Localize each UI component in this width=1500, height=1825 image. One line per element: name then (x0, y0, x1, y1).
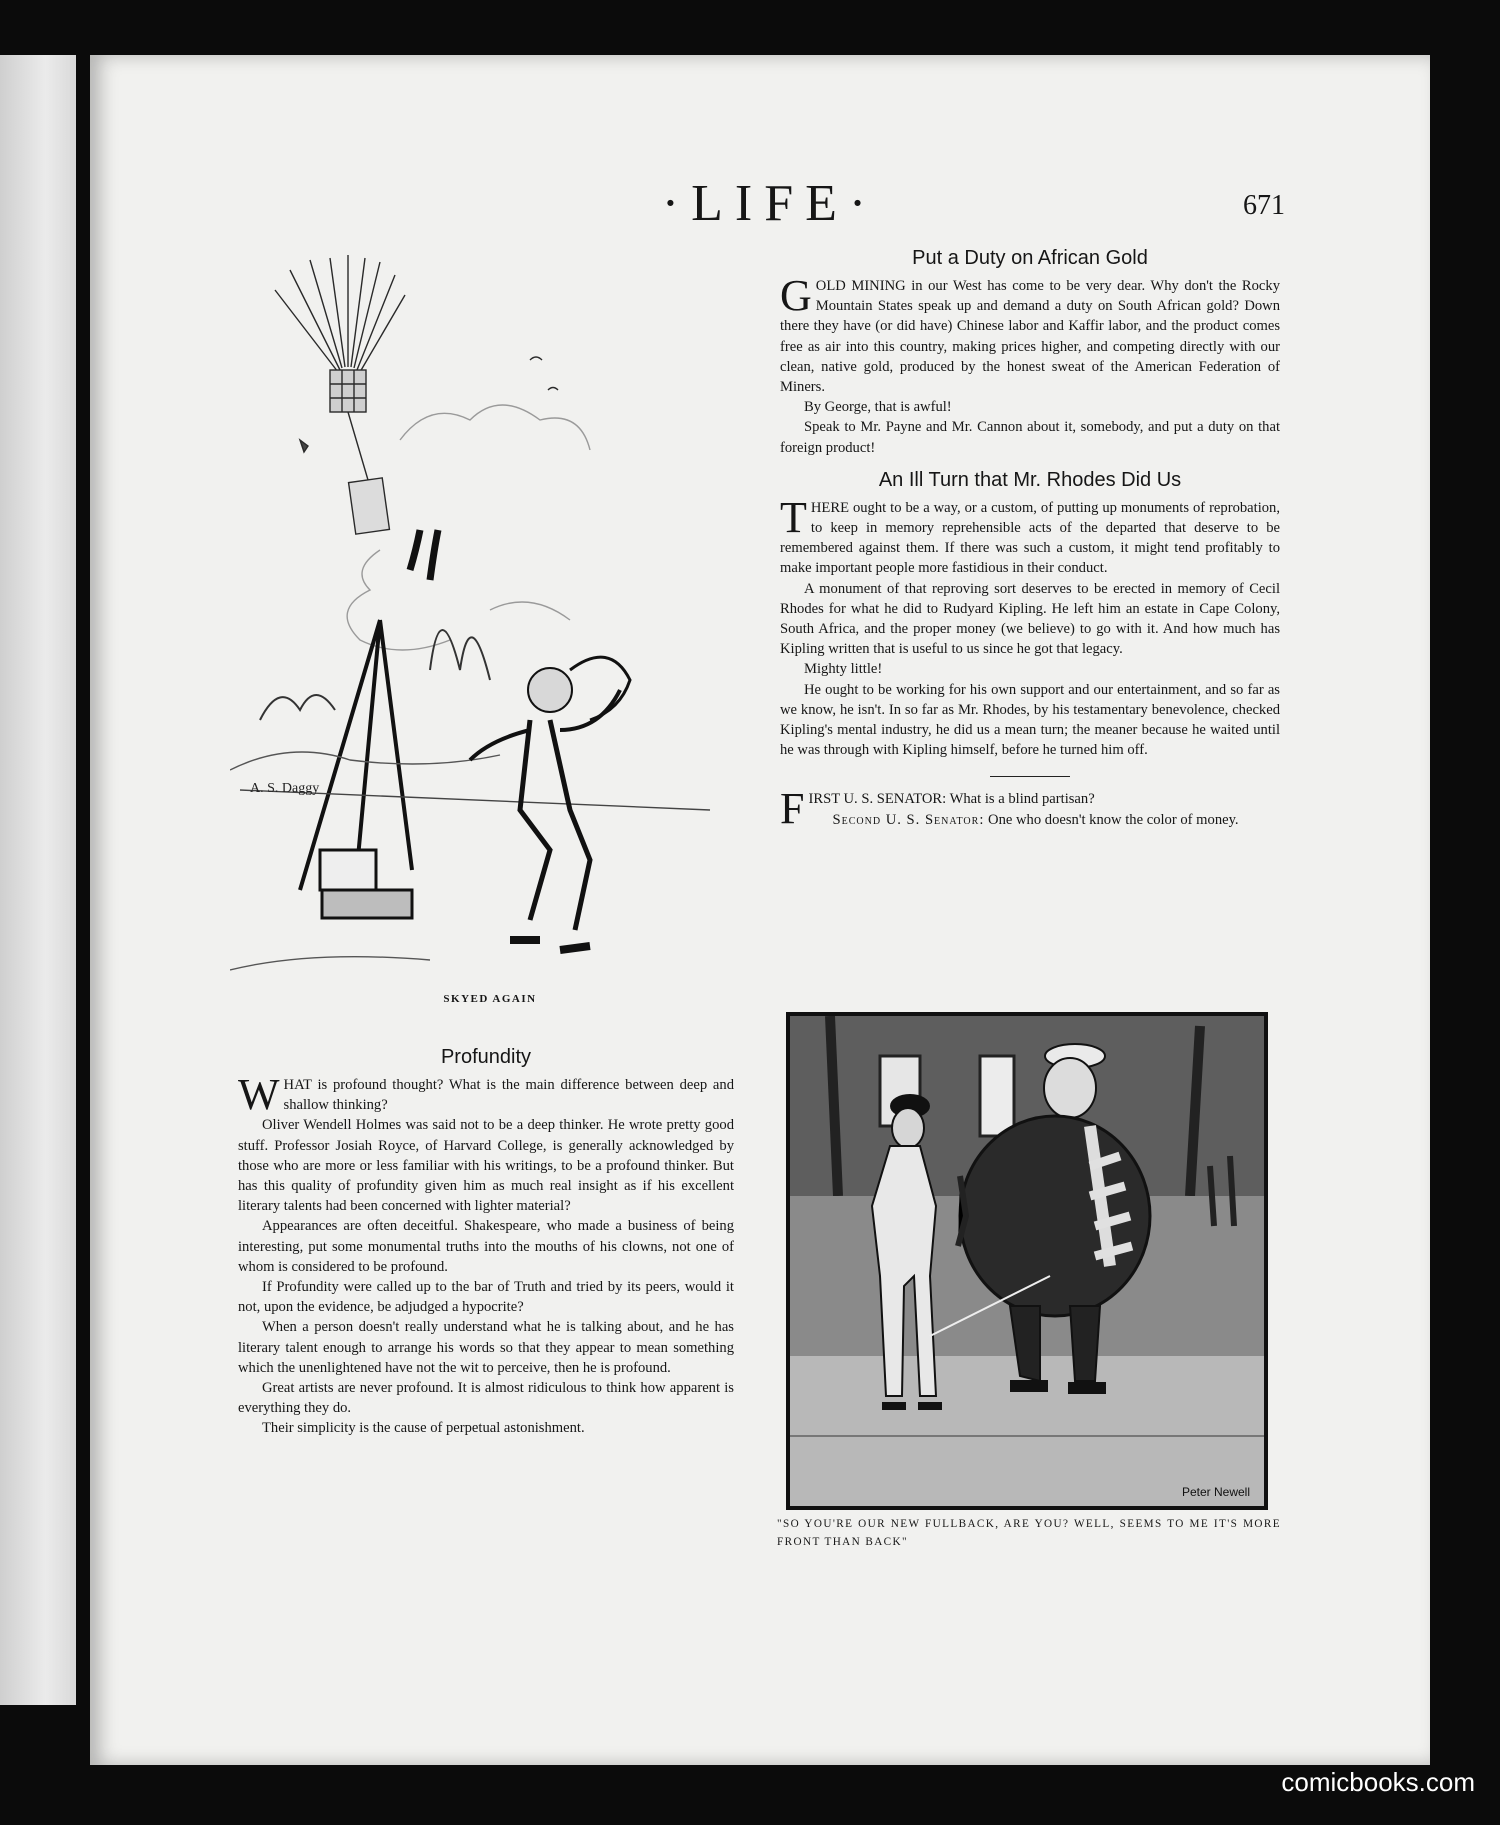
profundity-para-1: WHAT is profound thought? What is the main difference between deep and shallow thinking? (238, 1070, 734, 1119)
site-watermark: comicbooks.com (1281, 1767, 1475, 1797)
rhodes-para-1: THERE ought to be a way, or a custom, of putting up monuments of reprobation, to keep in memory reprehensible acts of the departed that deserve to be remembered against them. If there was such a custom, it might tend profitably to make important people more fastidious in their conduct. (780, 492, 1280, 577)
illustration-signature-left: A. S. Daggy (250, 781, 320, 796)
right-column (780, 246, 1280, 834)
profundity-para-7: Their simplicity is the cause of perpetual astonishment. (262, 1420, 585, 1437)
rhodes-para-4: He ought to be working for his own support and our entertainment, and so far as we know, he isn't. In so far as Mr. Rhodes, by his testamentary benevolence, checked Kipling's mental industry, he did us a mean turn; the meaner because he waited until he was through with Kipling himself, before he turned him off. (780, 681, 1280, 759)
magazine-title: ·LIFE· (661, 175, 879, 232)
profundity-para-6: Great artists are never profound. It is almost ridiculous to think how apparent is everything they do. (238, 1380, 734, 1417)
illustration-signature-right: Peter Newell (1181, 1485, 1250, 1499)
fullback-illustration (786, 1012, 1268, 1510)
gold-para-3: Speak to Mr. Payne and Mr. Cannon about it, somebody, and put a duty on that foreign product! (780, 419, 1280, 456)
dropcap-t: T (780, 492, 807, 542)
profundity-heading: Profundity (440, 1046, 532, 1068)
rhodes-para-3: Mighty little! (804, 661, 883, 678)
illustration-caption-right: "SO YOU'RE OUR NEW FULLBACK, ARE YOU? WELL, SEEMS TO ME IT'S MORE FRONT THAN BACK" (777, 1518, 1281, 1548)
dropcap-f: F (780, 784, 805, 834)
illustration-caption-left: SKYED AGAIN (443, 993, 537, 1005)
dropcap-w: W (238, 1070, 280, 1119)
rhodes-heading: An Ill Turn that Mr. Rhodes Did Us (878, 468, 1182, 491)
senator-joke-line-1: FIRST U. S. SENATOR: What is a blind partisan? (780, 784, 1095, 834)
profundity-para-5: When a person doesn't really understand what he is talking about, and he has literary talent enough to arrange his words so that they appear to mean something which the unenlightened have not the wit to perceive, then he is profound. (238, 1319, 734, 1376)
profundity-para-3: Appearances are often deceitful. Shakespeare, who made a business of being interesting, put some monumental truths into the mouths of his clowns, not one of whom is considered to be profound. (238, 1218, 734, 1275)
adjacent-page-edge (0, 55, 76, 1705)
gold-para-2: By George, that is awful! (804, 399, 952, 416)
profundity-para-4: If Profundity were called up to the bar of Truth and tried by its peers, would it not, upon the evidence, be adjudged a hypocrite? (238, 1279, 734, 1316)
senator-joke-line-2: Second U. S. Senator: One who doesn't know the color of money. (832, 811, 1239, 828)
profundity-para-2: Oliver Wendell Holmes was said not to be a deep thinker. He wrote pretty good stuff. Professor Josiah Royce, of Harvard College, is generally acknowledged by those who are more or less familiar with his writings, to be a profound thinker. But has this quality of profundity given him as much real insight as if his excellent literary talents had been concerned with lighter material? (238, 1117, 734, 1215)
gold-heading: Put a Duty on African Gold (912, 247, 1148, 269)
gold-para-1: GOLD MINING in our West has come to be very dear. Why don't the Rocky Mountain States speak up and demand a duty on South African gold? Down there they have (or did have) Chinese labor and Kaffir labor, and the product comes free as air into this country, making prices higher, and competing directly with our clean, native gold, produced by the honest sweat of the American Federation of Miners. (780, 271, 1280, 396)
skyed-again-illustration (230, 250, 730, 990)
section-divider (990, 776, 1070, 777)
rhodes-para-2: A monument of that reproving sort deserves to be erected in memory of Cecil Rhodes for what he did to Rudyard Kipling. He left him an estate in Cape Colony, South Africa, and the proper money (we believe) to go with it. And how much has Kipling written that is useful to us since he got that legacy. (780, 580, 1280, 658)
page-number: 671 (1243, 190, 1285, 221)
dropcap-g: G (780, 271, 812, 320)
profundity-article (238, 1045, 734, 1439)
